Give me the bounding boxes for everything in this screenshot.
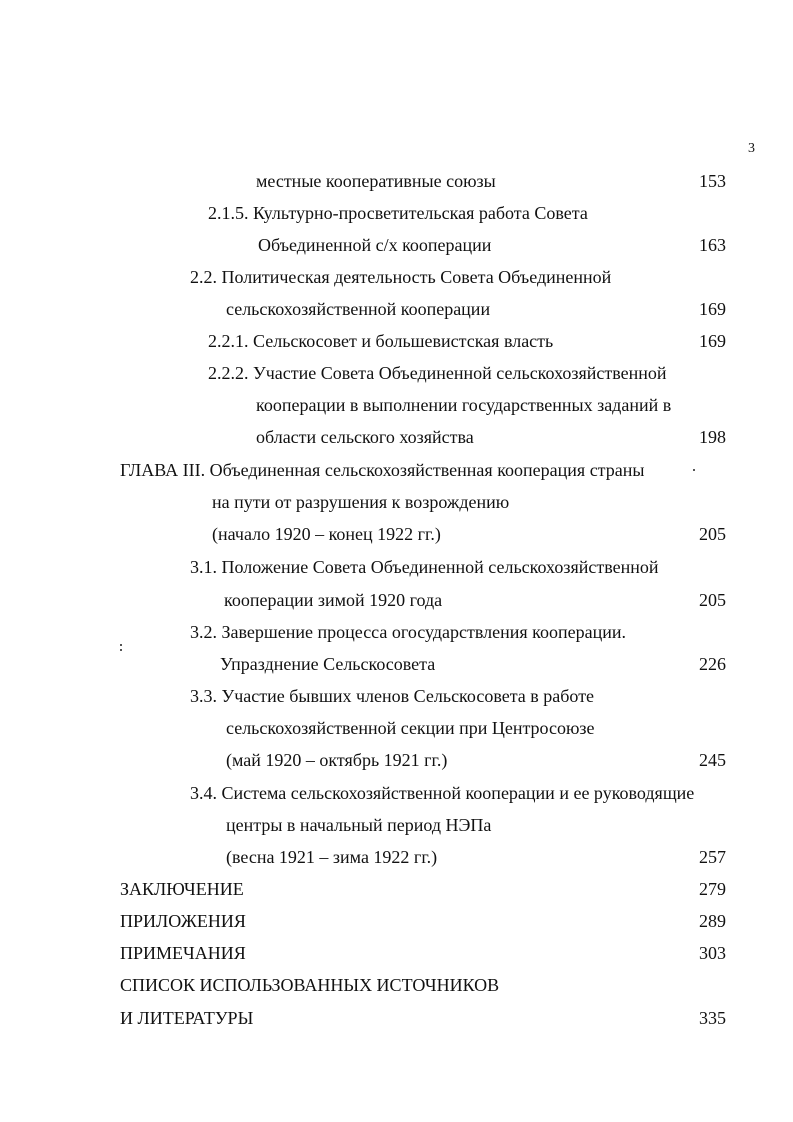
toc-line: 3.3. Участие бывших членов Сельскосовета в работе bbox=[190, 686, 595, 706]
toc-line: 2.2. Политическая деятельность Совета Объединенной bbox=[190, 267, 612, 287]
toc-page: 279 bbox=[699, 879, 726, 899]
toc-page: 245 bbox=[699, 750, 726, 770]
toc-page: 289 bbox=[699, 911, 726, 931]
toc-page: 205 bbox=[699, 590, 726, 610]
toc-line: местные кооперативные союзы bbox=[256, 171, 496, 191]
toc-line: Объединенной с/х кооперации bbox=[258, 235, 492, 255]
toc-line: 3.4. Система сельскохозяйственной кооперации и ее руководящие bbox=[190, 783, 695, 803]
page-number: 3 bbox=[748, 141, 755, 156]
toc-page: 257 bbox=[699, 847, 726, 867]
toc-section-heading: ЗАКЛЮЧЕНИЕ bbox=[120, 879, 244, 899]
toc-section-heading: СПИСОК ИСПОЛЬЗОВАННЫХ ИСТОЧНИКОВ bbox=[120, 975, 500, 995]
toc-line: 3.1. Положение Совета Объединенной сельскохозяйственной bbox=[190, 557, 659, 577]
scan-speck bbox=[120, 644, 122, 646]
toc-line: области сельского хозяйства bbox=[256, 427, 474, 447]
toc-page: 205 bbox=[699, 524, 726, 544]
toc-section-heading: И ЛИТЕРАТУРЫ bbox=[120, 1008, 254, 1028]
toc-page: 169 bbox=[699, 331, 726, 351]
toc-line: сельскохозяйственной секции при Центросоюзе bbox=[226, 718, 595, 738]
toc-line: 2.2.2. Участие Совета Объединенной сельскохозяйственной bbox=[208, 363, 667, 383]
toc-page: 198 bbox=[699, 427, 726, 447]
toc-line: 2.1.5. Культурно-просветительская работа Совета bbox=[208, 203, 588, 223]
scan-speck bbox=[693, 469, 695, 471]
toc-line: на пути от разрушения к возрождению bbox=[212, 492, 510, 512]
toc-line: 2.2.1. Сельскосовет и большевистская власть bbox=[208, 331, 554, 351]
toc-page: 169 bbox=[699, 299, 726, 319]
scan-speck bbox=[120, 649, 122, 651]
toc-page: 226 bbox=[699, 654, 726, 674]
toc-chapter-heading: ГЛАВА III. Объединенная сельскохозяйственная кооперация страны bbox=[120, 460, 645, 480]
toc-page: 163 bbox=[699, 235, 726, 255]
toc-line: Упразднение Сельскосовета bbox=[220, 654, 436, 674]
toc-line: (весна 1921 – зима 1922 гг.) bbox=[226, 847, 438, 867]
toc-page: 153 bbox=[699, 171, 726, 191]
toc-line: 3.2. Завершение процесса огосударствления кооперации. bbox=[190, 622, 627, 642]
toc-section-heading: ПРИМЕЧАНИЯ bbox=[120, 943, 246, 963]
toc-page: 303 bbox=[699, 943, 726, 963]
toc-line: центры в начальный период НЭПа bbox=[226, 815, 492, 835]
toc-line: кооперации зимой 1920 года bbox=[224, 590, 443, 610]
toc-line: (начало 1920 – конец 1922 гг.) bbox=[212, 524, 441, 544]
toc-section-heading: ПРИЛОЖЕНИЯ bbox=[120, 911, 246, 931]
toc-line: (май 1920 – октябрь 1921 гг.) bbox=[226, 750, 448, 770]
toc-page: 335 bbox=[699, 1008, 726, 1028]
toc-line: кооперации в выполнении государственных заданий в bbox=[256, 395, 672, 415]
toc-line: сельскохозяйственной кооперации bbox=[226, 299, 491, 319]
